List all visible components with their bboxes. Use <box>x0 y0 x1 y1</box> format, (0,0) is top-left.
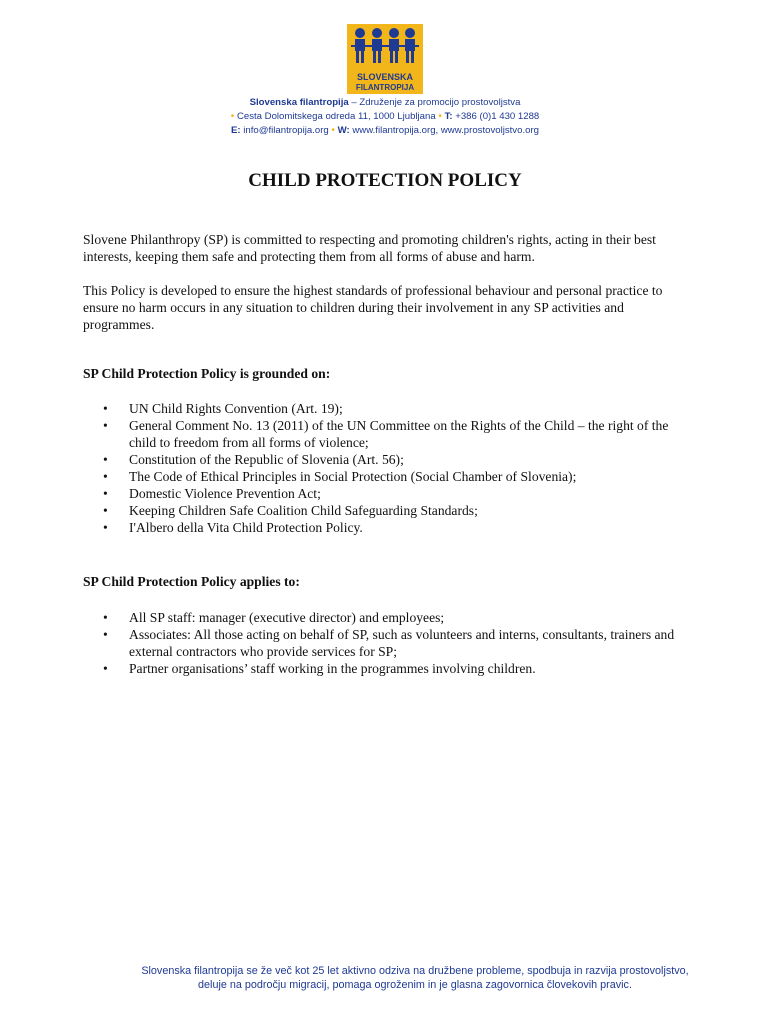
page-title: CHILD PROTECTION POLICY <box>248 170 522 191</box>
bullet-icon: • <box>103 503 108 518</box>
list-item <box>83 485 693 502</box>
list-item-text: UN Child Rights Convention (Art. 19); <box>129 401 343 416</box>
list-item-text: Keeping Children Safe Coalition Child Safeguarding Standards; <box>129 503 478 518</box>
header-address-line <box>0 111 770 122</box>
section-grounded-heading: SP Child Protection Policy is grounded on: <box>83 366 331 381</box>
list-item-text: Associates: All those acting on behalf of SP, such as volunteers and interns, consultants, trainers and external contractors who provide services for SP; <box>129 627 675 659</box>
bullet-dot-icon: • <box>438 111 442 122</box>
bullet-dot-icon: • <box>331 125 335 136</box>
bullet-icon: • <box>103 520 108 535</box>
page-footer <box>0 964 770 992</box>
header-email-link[interactable]: info@filantropija.org <box>240 125 329 136</box>
logo-text-line2: FILANTROPIJA <box>355 83 415 92</box>
bullet-icon: • <box>103 627 108 642</box>
bullet-icon: • <box>103 661 108 676</box>
header-web-label: W: <box>337 125 350 136</box>
bullet-icon: • <box>103 486 108 501</box>
section-applies-heading: SP Child Protection Policy applies to: <box>83 574 300 589</box>
list-item <box>83 609 693 626</box>
list-item <box>83 417 693 451</box>
bullet-icon: • <box>103 418 108 433</box>
list-item-text: All SP staff: manager (executive director) and employees; <box>129 610 445 625</box>
header-org-desc: – Združenje za promocijo prostovoljstva <box>348 97 521 108</box>
footer-line1: Slovenska filantropija se že več kot 25 let aktivno odziva na družbene probleme, spodbuja in razvija prostovoljstvo, <box>141 965 689 977</box>
bullet-dot-icon: • <box>230 111 235 122</box>
list-item <box>83 451 693 468</box>
bullet-icon: • <box>103 452 108 467</box>
header-address: Cesta Dolomitskega odreda 11, 1000 Ljubljana <box>236 111 436 122</box>
list-item <box>83 502 693 519</box>
list-item-text: I'Albero della Vita Child Protection Policy. <box>129 520 363 535</box>
bullet-icon: • <box>103 469 108 484</box>
bullet-icon: • <box>103 401 108 416</box>
logo-text-line1: SLOVENSKA <box>356 72 414 82</box>
list-item <box>83 626 693 660</box>
grounded-list <box>83 400 693 536</box>
header-org-line <box>0 97 770 108</box>
intro-paragraph: Slovene Philanthropy (SP) is committed to respecting and promoting children's rights, acting in their best interests, keeping them safe and protecting them from all forms of abuse and harm. <box>83 232 656 264</box>
list-item <box>83 660 693 677</box>
list-item-text: Domestic Violence Prevention Act; <box>129 486 321 501</box>
header-phone-label: T: <box>444 111 453 122</box>
header-org-name: Slovenska filantropija <box>249 97 349 108</box>
list-item <box>83 519 693 536</box>
list-item-text: Constitution of the Republic of Slovenia (Art. 56); <box>129 452 404 467</box>
list-item-text: Partner organisations’ staff working in the programmes involving children. <box>129 661 536 676</box>
header-contact-line <box>0 125 770 136</box>
applies-list <box>83 609 693 677</box>
purpose-paragraph: This Policy is developed to ensure the highest standards of professional behaviour and personal practice to ensure no harm occurs in any situation to children during their involvement in any SP activities and programmes. <box>83 283 663 332</box>
header-web-link[interactable]: www.filantropija.org, www.prostovoljstvo.org <box>349 125 539 136</box>
bullet-icon: • <box>103 610 108 625</box>
header-email-label: E: <box>231 125 241 136</box>
footer-line2: deluje na področju migracij, pomaga ogroženim in je glasna zagovornica človekovih pravic. <box>198 979 632 991</box>
list-item <box>83 400 693 417</box>
list-item <box>83 468 693 485</box>
slovenska-filantropija-logo <box>347 24 423 94</box>
header-phone: +386 (0)1 430 1288 <box>452 111 540 122</box>
list-item-text: General Comment No. 13 (2011) of the UN Committee on the Rights of the Child – the right of the child to freedom from all forms of violence; <box>129 418 669 450</box>
list-item-text: The Code of Ethical Principles in Social Protection (Social Chamber of Slovenia); <box>129 469 577 484</box>
